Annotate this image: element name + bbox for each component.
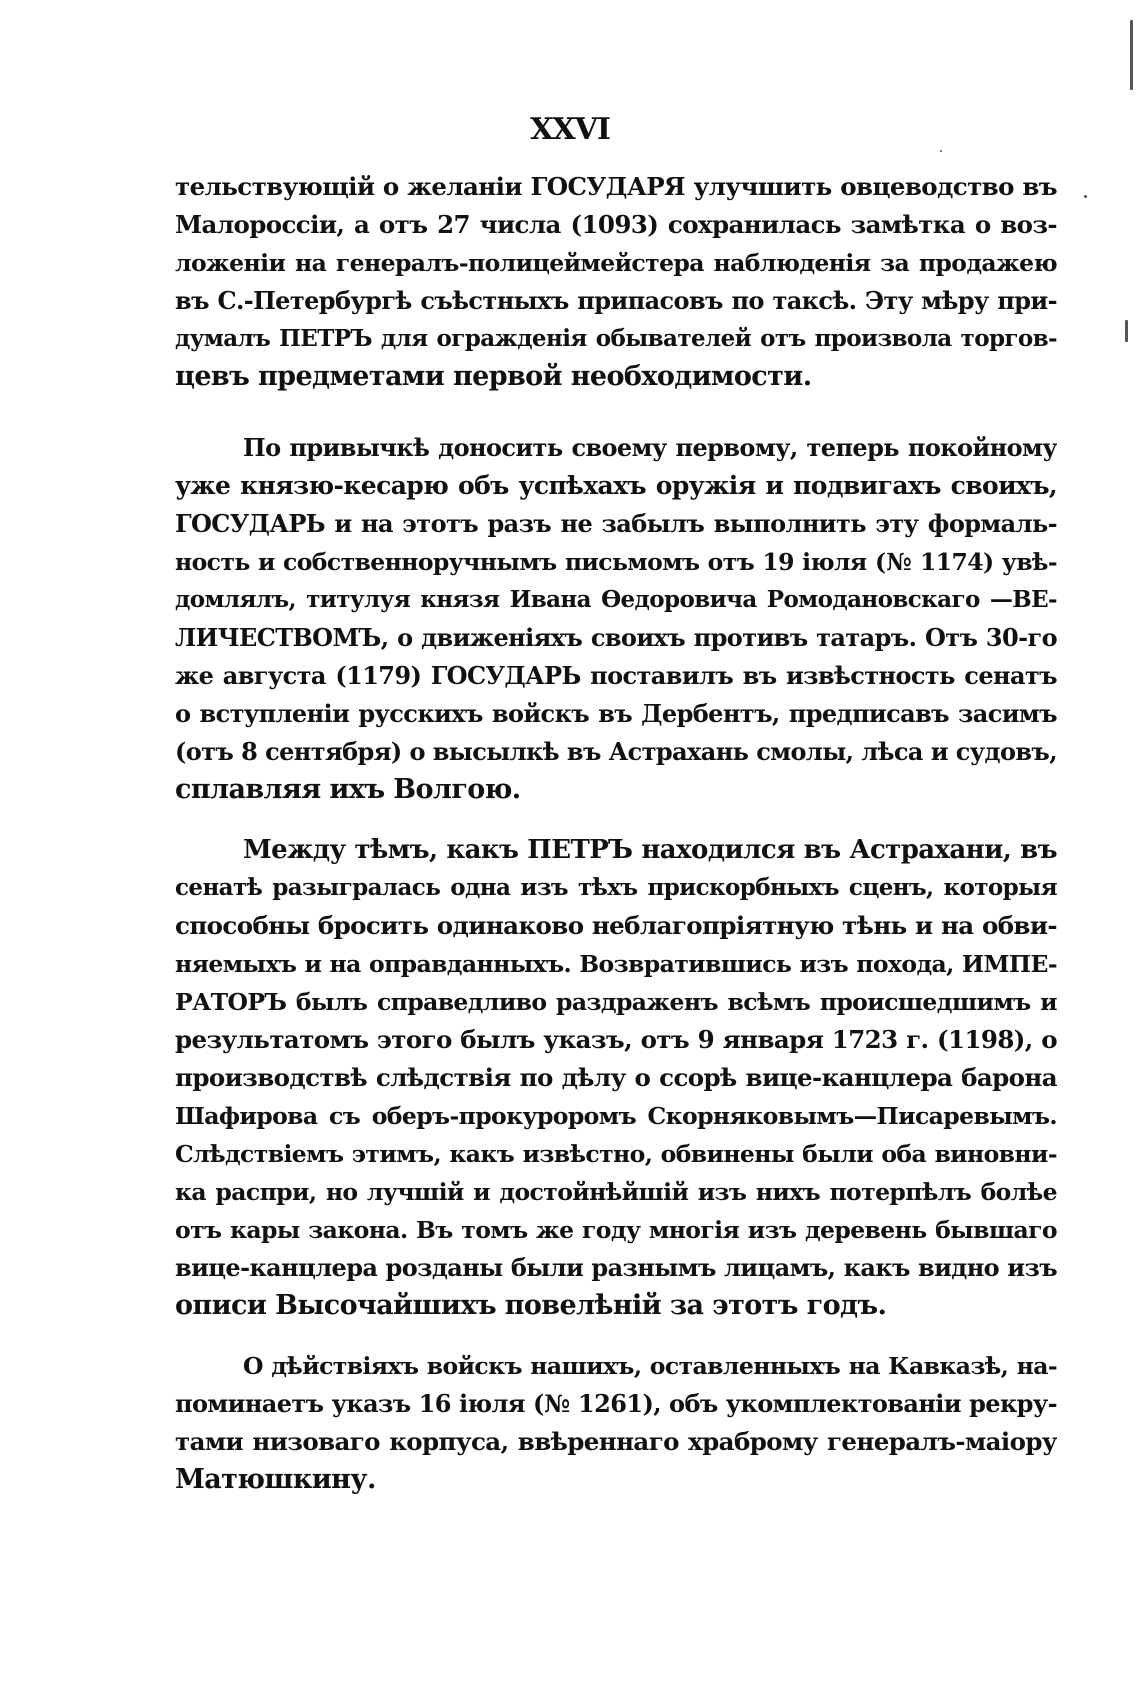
text-line: Малороссіи, а отъ 27 числа (1093) сохранилась замѣтка о воз-	[175, 210, 1057, 239]
text-line: о вступленіи русскихъ войскъ въ Дербентъ, предписавъ засимъ	[175, 699, 1057, 728]
text-line: результатомъ этого былъ указъ, отъ 9 января 1723 г. (1198), о	[175, 1025, 1057, 1054]
text-line: Матюшкину.	[175, 1464, 376, 1495]
page-number: XXVI	[530, 112, 610, 147]
text-line: О дѣйствіяхъ войскъ нашихъ, оставленныхъ на Кавказѣ, на-	[243, 1352, 1057, 1380]
scan-speck	[940, 150, 942, 152]
text-line: (отъ 8 сентября) о высылкѣ въ Астрахань смолы, лѣса и судовъ,	[175, 737, 1057, 766]
text-line: Между тѣмъ, какъ ПЕТРЪ находился въ Астрахани, въ	[243, 835, 1057, 865]
text-line: По привычкѣ доносить своему первому, теперь покойному	[243, 433, 1057, 462]
text-line: цевъ предметами первой необходимости.	[175, 361, 812, 392]
scan-speck	[1125, 320, 1128, 342]
scan-speck	[1130, 20, 1133, 90]
text-line: поминаетъ указъ 16 іюля (№ 1261), объ укомплектованіи рекру-	[175, 1389, 1057, 1418]
text-line: ность и собственноручнымъ письмомъ отъ 19 іюля (№ 1174) увѣ-	[175, 548, 1057, 576]
text-line: отъ кары закона. Въ томъ же году многія изъ деревень бывшаго	[175, 1216, 1057, 1244]
paragraph	[175, 168, 1057, 396]
text-line: способны бросить одинаково неблагопріятную тѣнь и на обви-	[175, 911, 1057, 940]
text-line: думалъ ПЕТРЪ для огражденія обывателей отъ произвола торгов-	[175, 325, 1057, 352]
text-line: сплавляя ихъ Волгою.	[175, 774, 521, 805]
text-line: уже князю-кесарю объ успѣхахъ оружія и подвигахъ своихъ,	[175, 471, 1057, 500]
text-line: сенатѣ разыгралась одна изъ тѣхъ прискорбныхъ сценъ, которыя	[175, 874, 1057, 901]
text-line: въ С.-Петербургѣ съѣстныхъ припасовъ по таксѣ. Эту мѣру при-	[175, 286, 1057, 315]
text-line: же августа (1179) ГОСУДАРЬ поставилъ въ извѣстность сенатъ	[175, 661, 1057, 690]
text-line: домлялъ, титулуя князя Ивана Ѳедоровича Ромодановскаго —ВЕ-	[175, 586, 1057, 613]
text-line: описи Высочайшихъ повелѣній за этотъ годъ.	[175, 1290, 887, 1321]
text-line: Шафирова съ оберъ-прокуроромъ Скорняковымъ—Писаревымъ.	[175, 1102, 1057, 1130]
scan-speck	[1084, 195, 1087, 198]
text-line: ЛИЧЕСТВОМЪ, о движеніяхъ своихъ противъ татаръ. Отъ 30-го	[175, 623, 1057, 652]
paragraph	[175, 1347, 1057, 1499]
text-line: производствѣ слѣдствія по дѣлу о ссорѣ вице-канцлера барона	[175, 1063, 1057, 1092]
text-line: тами низоваго корпуса, ввѣреннаго храброму генералъ-маіору	[175, 1427, 1057, 1456]
text-line: ложеніи на генералъ-полицеймейстера наблюденія за продажею	[175, 249, 1057, 277]
text-line: тельствующій о желаніи ГОСУДАРЯ улучшить овцеводство въ	[175, 172, 1057, 201]
text-line: РАТОРЪ былъ справедливо раздраженъ всѣмъ происшедшимъ и	[175, 988, 1057, 1016]
text-line: вице-канцлера розданы были разнымъ лицамъ, какъ видно изъ	[175, 1253, 1057, 1282]
paragraph	[175, 831, 1057, 1325]
text-line: ка распри, но лучшій и достойнѣйшій изъ нихъ потерпѣлъ болѣе	[175, 1178, 1057, 1206]
text-line: няемыхъ и на оправданныхъ. Возвратившись изъ похода, ИМПЕ-	[175, 950, 1057, 978]
paragraph	[175, 429, 1057, 809]
text-line: ГОСУДАРЬ и на этотъ разъ не забылъ выполнить эту формаль-	[175, 509, 1057, 538]
text-line: Слѣдствіемъ этимъ, какъ извѣстно, обвинены были оба виновни-	[175, 1140, 1057, 1168]
